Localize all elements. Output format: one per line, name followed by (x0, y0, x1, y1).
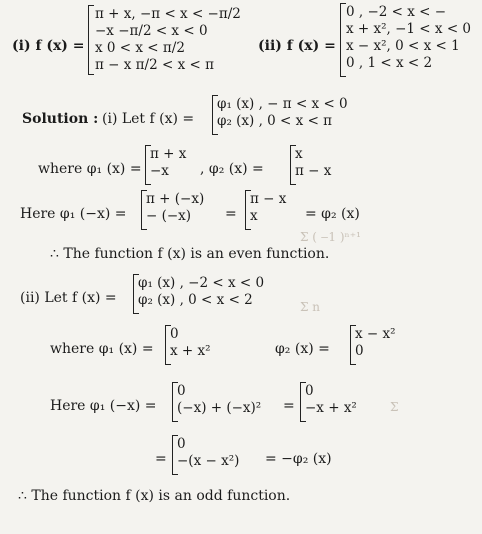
solution1-let: (i) Let f (x) = (102, 111, 195, 127)
solution2-let: (ii) Let f (x) = (20, 290, 117, 306)
here2-brace-2 (300, 382, 301, 422)
case-row: π + x (150, 146, 187, 162)
phi2-cases (295, 146, 331, 180)
case-row: π − x (250, 191, 287, 207)
solution2-let-cases (138, 275, 264, 309)
solution2-here: Here φ₁ (−x) = (50, 398, 157, 414)
solution1-where: where φ₁ (x) = (38, 161, 142, 177)
case-row: φ₂ (x) , 0 < x < 2 (138, 292, 253, 308)
case-row: x + x² (170, 343, 211, 359)
case-row: (−x) + (−x)² (177, 400, 262, 416)
bleed-through-marks: Σ ( ‒1 )ⁿ⁺¹ (300, 230, 361, 244)
solution2-where: where φ₁ (x) = (50, 341, 154, 357)
part2-brace (340, 3, 341, 77)
phi2-label: , φ₂ (x) = (200, 161, 264, 177)
here1-cases (146, 191, 204, 225)
case-row: 0 (170, 326, 179, 342)
phi2-brace (290, 145, 291, 185)
case-row: π + (−x) (146, 191, 205, 207)
case-row: φ₂ (x) , 0 < x < π (217, 113, 333, 129)
case-row: 0 (177, 436, 186, 452)
case-row: π + x, −π < x < −π/2 (95, 6, 241, 22)
equals-sign-3: = (155, 451, 167, 467)
bleed-through-marks-3: Σ (390, 400, 399, 414)
case-row: x (250, 208, 258, 224)
line3-brace (172, 435, 173, 475)
solution1-here: Here φ₁ (−x) = (20, 206, 127, 222)
case-row: − (−x) (146, 208, 192, 224)
phi2b-label: φ₂ (x) = (275, 341, 330, 357)
phi1-cases (150, 146, 186, 180)
equals-sign-2: = (283, 398, 295, 414)
phi1b-cases (170, 326, 211, 360)
phi1b-brace (165, 325, 166, 365)
solution1-let-brace (212, 95, 213, 135)
here1-result: = φ₂ (x) (305, 206, 360, 222)
case-row: −x + x² (305, 400, 357, 416)
case-row: φ₁ (x) , − π < x < 0 (217, 96, 348, 112)
part1-cases (95, 6, 241, 74)
phi2b-cases (355, 326, 396, 360)
case-row: φ₁ (x) , −2 < x < 0 (138, 275, 265, 291)
phi2b-brace (350, 325, 351, 365)
part1-label: (i) f (x) = (12, 38, 85, 54)
equals-sign: = (225, 206, 237, 222)
solution1-conclusion: ∴ The function f (x) is an even function. (50, 246, 330, 262)
case-row: x (295, 146, 303, 162)
case-row: 0 (177, 383, 186, 399)
case-row: 0 (355, 343, 364, 359)
solution2-conclusion: ∴ The function f (x) is an odd function. (18, 488, 291, 504)
case-row: 0 , −2 < x < − (346, 4, 447, 20)
part2-label: (ii) f (x) = (258, 38, 336, 54)
phi1-brace (145, 145, 146, 185)
case-row: −(x − x²) (177, 453, 240, 469)
part1-brace (88, 5, 89, 75)
case-row: −x (150, 163, 169, 179)
here2-cases-2 (305, 383, 357, 417)
case-row: x − x² (355, 326, 396, 342)
case-row: π − x π/2 < x < π (95, 57, 214, 73)
line3-result: = −φ₂ (x) (265, 451, 332, 467)
here1-cases-2 (250, 191, 286, 225)
solution2-let-brace (133, 274, 134, 314)
here1-brace-2 (245, 190, 246, 230)
solution-heading: Solution : (22, 111, 99, 127)
case-row: −x −π/2 < x < 0 (95, 23, 208, 39)
solution1-let-cases (217, 96, 348, 130)
case-row: x − x², 0 < x < 1 (346, 38, 460, 54)
here2-brace (172, 382, 173, 422)
case-row: x + x², −1 < x < 0 (346, 21, 472, 37)
here1-brace (141, 190, 142, 230)
here2-cases (177, 383, 261, 417)
case-row: x 0 < x < π/2 (95, 40, 185, 56)
case-row: 0 , 1 < x < 2 (346, 55, 433, 71)
case-row: 0 (305, 383, 314, 399)
line3-cases (177, 436, 239, 470)
part2-cases (346, 4, 471, 72)
bleed-through-marks-2: Σ n (300, 300, 321, 314)
case-row: π − x (295, 163, 332, 179)
